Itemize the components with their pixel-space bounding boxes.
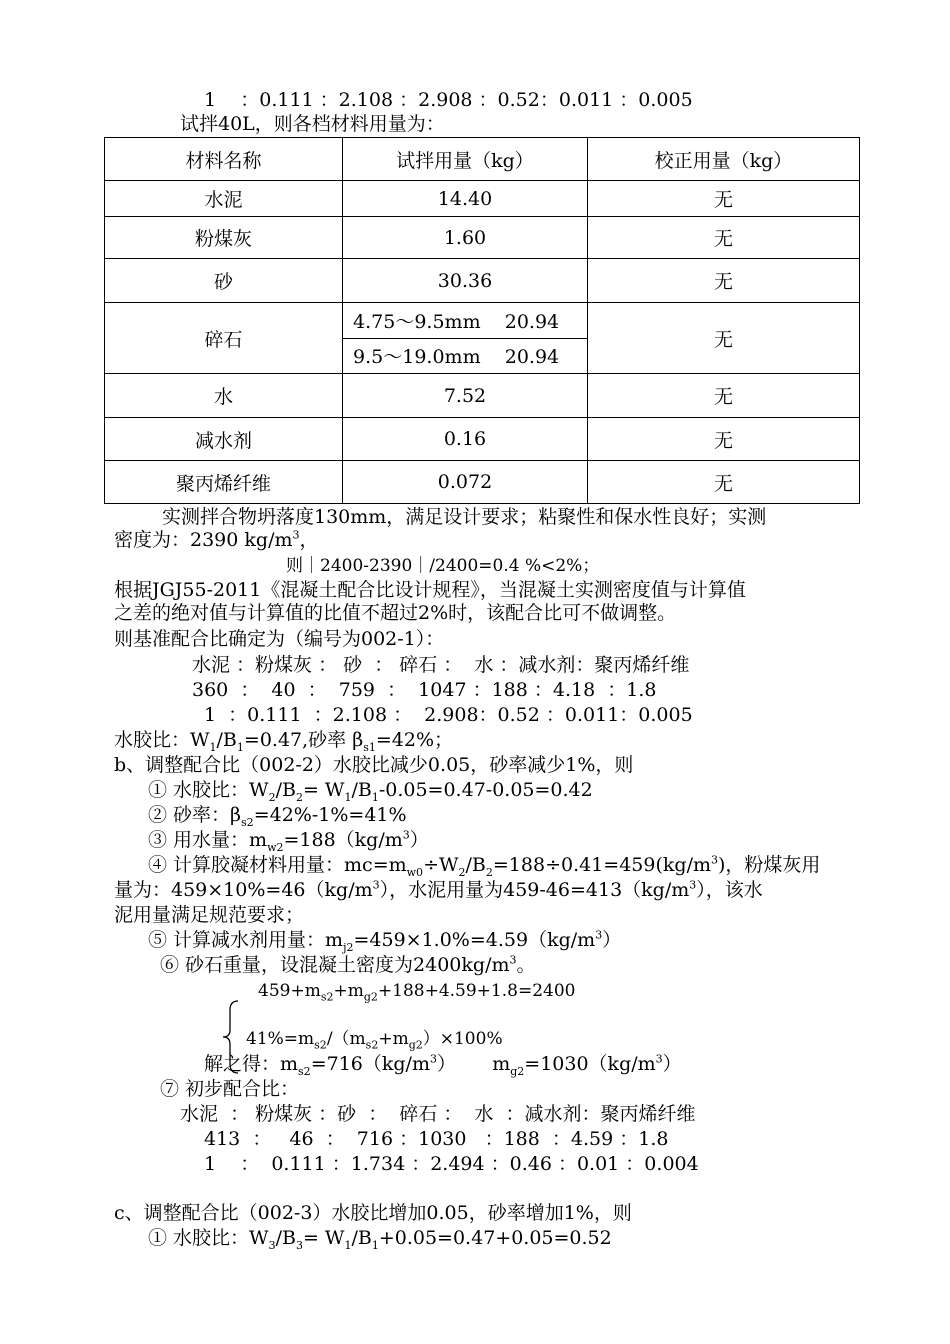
row-name: 聚丙烯纤维 (105, 461, 343, 504)
b-step-6: ⑥ 砂石重量，设混凝土密度为$2400kg/m^3$。 (160, 953, 536, 976)
base-mix-mass: 360 ： 40 ： 759 ： 1047 ：188 ：4.18 ：1.8 (192, 679, 657, 701)
row-corr: 无 (587, 259, 859, 303)
gravel-size-1: 4.75～9.5mm 20.94 (343, 303, 587, 339)
base-mix-head: 水泥 ：粉煤灰 ： 砂 ： 碎石 ： 水 ：减水剂：聚丙烯纤维 (192, 654, 690, 676)
b-step-4a: ④ 计算胶凝材料用量：$mc=m_{w0}\div W_2/B_2=188\div 0.41=459(kg/m^3)$，粉煤灰用 (148, 853, 821, 879)
b-step-7: ⑦ 初步配合比： (160, 1078, 300, 1100)
para-slump-2: 密度为：2390 $kg/m^3$， (114, 528, 319, 551)
solution: 解之得：$m_{s2}=716(kg/m^3)$ $m_{g2}=1030(kg/m^3)$ (204, 1052, 682, 1078)
density-calc: 则｜2400-2390｜/2400=0.4 %<2%； (286, 556, 600, 576)
row-corr: 无 (587, 217, 859, 259)
init-mix-ratio: 1 ： 0.111 ：1.734 ：2.494 ：0.46 ：0.01 ：0.004 (204, 1153, 699, 1175)
header-name: 材料名称 (105, 138, 343, 181)
section-c-title: c、调整配合比（002-3）水胶比增加0.05，砂率增加1%，则 (114, 1202, 632, 1224)
para-slump-1: 实测拌合物坍落度130mm，满足设计要求；粘聚性和保水性良好；实测 (162, 506, 767, 528)
para-standard-1: 根据JGJ55-2011《混凝土配合比设计规程》，当混凝土实测密度值与计算值 (114, 579, 746, 601)
init-mix-mass: 413 ： 46 ： 716 ：1030 ：188 ：4.59 ：1.8 (204, 1128, 669, 1150)
row-corr: 无 (587, 418, 859, 461)
row-name: 碎石 (105, 303, 343, 374)
para-standard-2: 之差的绝对值与计算值的比值不超过2%时，该配合比可不做调整。 (114, 602, 677, 624)
row-name: 水泥 (105, 181, 343, 217)
row-amount: 1.60 (343, 217, 588, 259)
row-corr: 无 (587, 181, 859, 217)
init-mix-head: 水泥 ： 粉煤灰 ：砂 ： 碎石 ： 水 ：减水剂：聚丙烯纤维 (180, 1103, 696, 1125)
row-name: 砂 (105, 259, 343, 303)
header-amount: 试拌用量（kg） (343, 138, 588, 181)
b-step-3: ③ 用水量：$m_{w2}=188(kg/m^3)$ (148, 828, 429, 854)
equation-2: $41\%=m_{s2}/(m_{s2}+m_{g2})\times 100\%$ (246, 1029, 503, 1052)
row-name: 减水剂 (105, 418, 343, 461)
wb-ratio-line: 水胶比：$W_1/B_1=0.47$,砂率 $\beta_{s1}=42\%$； (114, 729, 454, 754)
ratio-top: 1 ：0.111 ：2.108 ：2.908 ：0.52：0.011 ：0.005 (204, 89, 693, 111)
equation-1: $459+m_{s2}+m_{g2}+188+4.59+1.8=2400$ (258, 981, 576, 1004)
b-step-2: ② 砂率：$\beta_{s2}=42\%-1\%=41\%$ (148, 804, 407, 829)
c-step-1: ① 水胶比：$W_3/B_3= W_1/B_1+0.05=0.47+0.05=0.52$ (148, 1227, 612, 1252)
row-amount: 7.52 (343, 374, 588, 418)
row-corr: 无 (587, 374, 859, 418)
row-corr: 无 (587, 461, 859, 504)
row-amount-split (343, 303, 588, 374)
row-corr: 无 (587, 303, 859, 374)
header-corr: 校正用量（kg） (587, 138, 859, 181)
base-mix-ratio: 1 ：0.111 ：2.108 ： 2.908：0.52 ：0.011：0.005 (204, 704, 693, 726)
trial-intro: 试拌40L，则各档材料用量为： (180, 113, 445, 135)
b-step-4c: 泥用量满足规范要求； (114, 904, 305, 926)
row-amount: 30.36 (343, 259, 588, 303)
row-amount: 14.40 (343, 181, 588, 217)
gravel-size-2: 9.5～19.0mm 20.94 (353, 346, 560, 369)
section-b-title: b、调整配合比（002-2）水胶比减少0.05，砂率减少1%，则 (114, 754, 634, 776)
row-name: 水 (105, 374, 343, 418)
b-step-5: ⑤ 计算减水剂用量：$m_{j2}=459\times 1.0\%=4.59(kg/m^3)$ (148, 928, 622, 954)
row-name: 粉煤灰 (105, 217, 343, 259)
materials-table (104, 137, 860, 504)
para-base: 则基准配合比确定为（编号为002-1）： (114, 628, 445, 650)
row-amount: 0.16 (343, 418, 588, 461)
b-step-4b: 量为：$459\times 10\%=46(kg/m^3)$，水泥用量为$459-46=413(kg/m^3)$，该水 (114, 878, 763, 901)
b-step-1: ① 水胶比：$W_2/B_2= W_1/B_1-0.05=0.47-0.05=0.42$ (148, 779, 593, 804)
row-amount: 0.072 (343, 461, 588, 504)
